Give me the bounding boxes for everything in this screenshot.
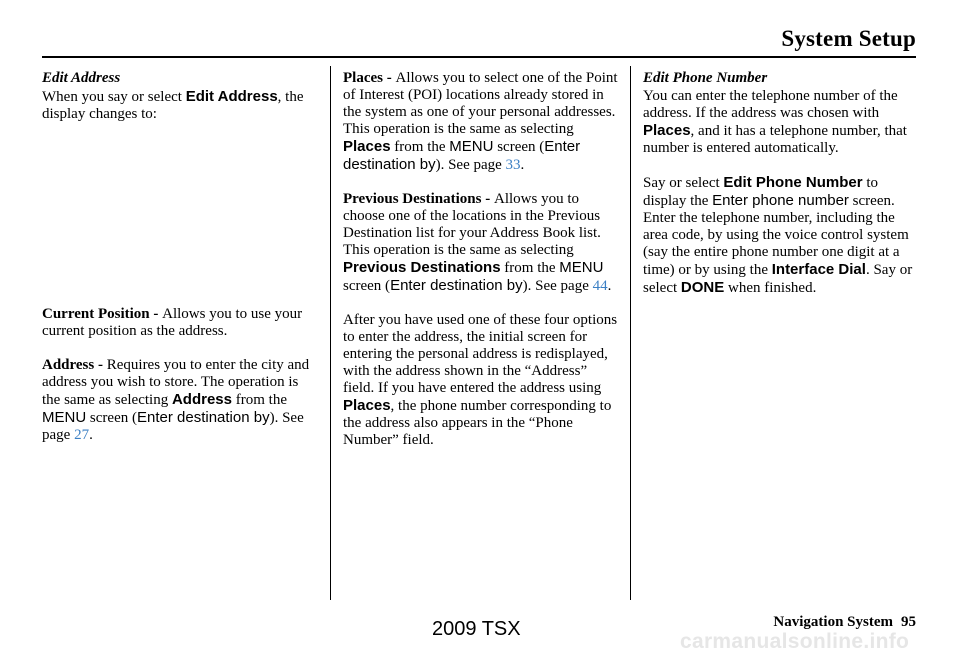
ui-term-menu: MENU (559, 259, 604, 276)
section-heading-edit-phone-number: Edit Phone Number (643, 70, 768, 86)
column-divider-2 (630, 66, 631, 600)
ui-term-enter-destination-by: Enter destination by (136, 409, 270, 426)
page-link-27[interactable]: 27 (74, 427, 90, 443)
page-title: System Setup (781, 26, 916, 51)
ui-term-done: DONE (680, 279, 725, 296)
display-placeholder (42, 140, 317, 306)
footer-section: Navigation System (773, 614, 893, 630)
ui-term-edit-address: Edit Address (185, 88, 278, 105)
model-label: 2009 TSX (432, 618, 521, 640)
ui-term-places: Places (643, 122, 691, 139)
column-middle (343, 70, 618, 466)
watermark: carmanualsonline.info (680, 630, 910, 653)
current-position-paragraph: Current Position - Allows you to use your current position as the address. (42, 306, 303, 339)
ui-term-places: Places (343, 138, 391, 155)
previous-destinations-paragraph: Previous Destinations - Allows you to choose one of the locations in the Previous Destination list for your Address Book list. This operation is the same as selecting Previous Destinations from the MENU screen (Enter destination by). See page 44. (343, 191, 612, 294)
column-divider-1 (330, 66, 331, 600)
ui-term-menu: MENU (449, 138, 494, 155)
page-link-44[interactable]: 44 (592, 278, 608, 294)
column-right (643, 70, 918, 314)
phone-intro-paragraph: You can enter the telephone number of the address. If the address was chosen with Places, and it has a telephone number, that number is entered automatically. (643, 88, 907, 156)
ui-term-previous-destinations: Previous Destinations (343, 259, 501, 276)
section-heading-edit-address: Edit Address (42, 70, 121, 86)
footer-section-page (773, 614, 916, 631)
ui-term-edit-phone-number: Edit Phone Number (723, 174, 863, 191)
column-left (42, 70, 317, 461)
ui-term-enter-destination-by: Enter destination by (343, 138, 581, 173)
ui-term-places: Places (343, 397, 391, 414)
places-paragraph: Places - Allows you to select one of the Point of Interest (POI) locations already stored in the system as one of your personal addresses. This operation is the same as selecting Places from the MENU screen (Enter destination by). See page 33. (343, 70, 618, 173)
after-options-paragraph: After you have used one of these four options to enter the address, the initial screen for entering the personal address is redisplayed, with the address shown in the “Address” field. If you have entered the address using Places, the phone number corresponding to the address also appears in the “Phone Number” field. (343, 312, 618, 448)
ui-term-enter-phone-number: Enter phone number (712, 192, 849, 209)
ui-term-enter-destination-by: Enter destination by (390, 277, 523, 294)
title-divider (42, 56, 916, 58)
edit-address-intro: When you say or select Edit Address, the display changes to: (42, 88, 304, 122)
phone-instructions-paragraph: Say or select Edit Phone Number to display the Enter phone number screen. Enter the telephone number, including the area code, by using the voice control system (say the entire phone number one digit at a time) or by using the Interface Dial. Say or select DONE when finished. (643, 174, 913, 296)
ui-term-address: Address (171, 391, 232, 408)
page-link-33[interactable]: 33 (505, 157, 521, 173)
address-paragraph: Address - Requires you to enter the city and address you wish to store. The operation is the same as selecting Address from the MENU screen (Enter destination by). See page 27. (42, 357, 310, 443)
ui-term-interface-dial: Interface Dial (771, 261, 866, 278)
page-number: 95 (901, 614, 916, 630)
ui-term-menu: MENU (42, 409, 87, 426)
